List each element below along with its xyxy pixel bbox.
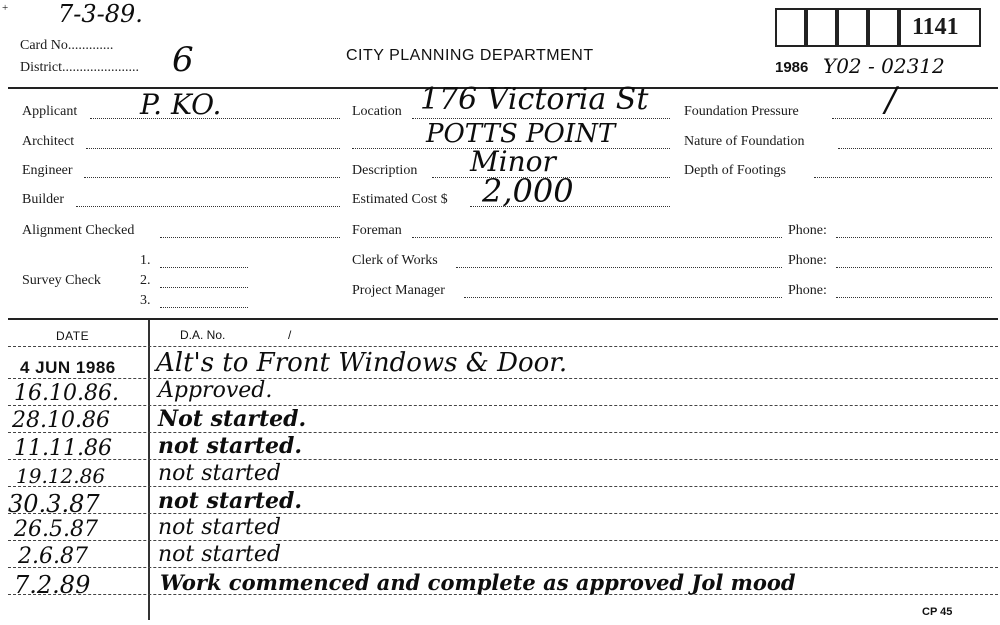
column-divider (148, 320, 150, 620)
table-divider (8, 318, 998, 320)
da-no-value: / (288, 328, 292, 342)
estimated-cost-label: Estimated Cost $ (352, 192, 448, 207)
handwritten-date: 7-3-89. (58, 0, 143, 28)
description-value: Minor (470, 145, 556, 178)
survey-line-3 (160, 307, 248, 308)
engineer-label: Engineer (22, 163, 73, 178)
form-code: CP 45 (922, 606, 953, 618)
row-5-date: 19.12.86 (16, 464, 106, 488)
applicant-label: Applicant (22, 104, 78, 119)
row-6-date: 30.3.87 (8, 490, 100, 518)
da-no-header: D.A. No. (180, 328, 226, 342)
ref-box-3 (837, 8, 868, 47)
location-label: Location (352, 104, 402, 119)
page-title: CITY PLANNING DEPARTMENT (346, 47, 594, 64)
row-1-entry: Alt's to Front Windows & Door. (156, 348, 568, 378)
row-line-8 (8, 567, 998, 568)
ref-box-2 (806, 8, 837, 47)
applicant-value: P. KO. (140, 88, 222, 121)
architect-label: Architect (22, 134, 75, 149)
foreman-phone-line (836, 237, 992, 238)
ref-box-4 (868, 8, 899, 47)
row-line-5 (8, 486, 998, 487)
survey-item-2: 2. (140, 273, 151, 288)
row-2-entry: Approved. (158, 378, 273, 403)
survey-item-1: 1. (140, 253, 151, 268)
district-value: 6 (172, 40, 194, 80)
card-no-label: Card No............. (20, 38, 114, 53)
architect-line (86, 148, 340, 149)
location-value-2: POTTS POINT (426, 119, 616, 149)
row-line-2 (8, 405, 998, 406)
row-6-entry: not started. (158, 488, 303, 514)
row-4-date: 11.11.86 (14, 436, 112, 461)
depth-of-footings-line (814, 177, 992, 178)
project-manager-phone-line (836, 297, 992, 298)
engineer-line (84, 177, 340, 178)
row-2-date: 16.10.86. (14, 381, 119, 406)
survey-item-3: 3. (140, 293, 151, 308)
project-manager-line (464, 297, 782, 298)
row-8-entry: not started (158, 542, 281, 567)
description-label: Description (352, 163, 418, 178)
row-7-entry: not started (158, 515, 281, 540)
foreman-phone-label: Phone: (788, 223, 827, 238)
project-manager-label: Project Manager (352, 283, 445, 298)
builder-line (76, 206, 340, 207)
row-line-7 (8, 540, 998, 541)
estimated-cost-value: 2,000 (482, 172, 574, 210)
row-line-1 (8, 378, 998, 379)
location-value: 176 Victoria St (420, 82, 649, 117)
nature-of-foundation-line (838, 148, 992, 149)
alignment-label: Alignment Checked (22, 223, 135, 238)
row-7-date: 26.5.87 (14, 517, 98, 542)
row-3-date: 28.10.86 (12, 408, 110, 433)
reference-number: Y02 - 02312 (823, 54, 945, 78)
date-column-header: DATE (56, 329, 90, 343)
foreman-label: Foreman (352, 223, 402, 238)
nature-of-foundation-label: Nature of Foundation (684, 134, 805, 149)
ref-box-1 (775, 8, 806, 47)
row-line-4 (8, 459, 998, 460)
depth-of-footings-label: Depth of Footings (684, 163, 786, 178)
row-line-6 (8, 513, 998, 514)
survey-label: Survey Check (22, 273, 101, 288)
tick-mark: + (2, 2, 9, 14)
foreman-line (412, 237, 782, 238)
foundation-pressure-label: Foundation Pressure (684, 104, 799, 119)
row-9-date: 7.2.89 (14, 571, 91, 599)
row-3-entry: Not started. (158, 406, 307, 432)
foundation-pressure-value: / (885, 80, 897, 120)
builder-label: Builder (22, 192, 64, 207)
row-8-date: 2.6.87 (18, 544, 88, 569)
survey-line-1 (160, 267, 248, 268)
card-number: 1141 (912, 14, 959, 40)
clerk-phone-line (836, 267, 992, 268)
row-line-3 (8, 432, 998, 433)
clerk-phone-label: Phone: (788, 253, 827, 268)
survey-line-2 (160, 287, 248, 288)
row-1-date: 4 JUN 1986 (20, 358, 116, 377)
year: 1986 (775, 59, 809, 76)
row-5-entry: not started (158, 461, 281, 486)
foundation-pressure-line (832, 118, 992, 119)
project-manager-phone-label: Phone: (788, 283, 827, 298)
clerk-label: Clerk of Works (352, 253, 438, 268)
clerk-line (456, 267, 782, 268)
district-label: District...................... (20, 60, 139, 75)
row-4-entry: not started. (158, 433, 303, 459)
header-row-line (8, 346, 998, 347)
alignment-line (160, 237, 340, 238)
row-9-entry: Work commenced and complete as approved Jol mood (160, 570, 796, 595)
